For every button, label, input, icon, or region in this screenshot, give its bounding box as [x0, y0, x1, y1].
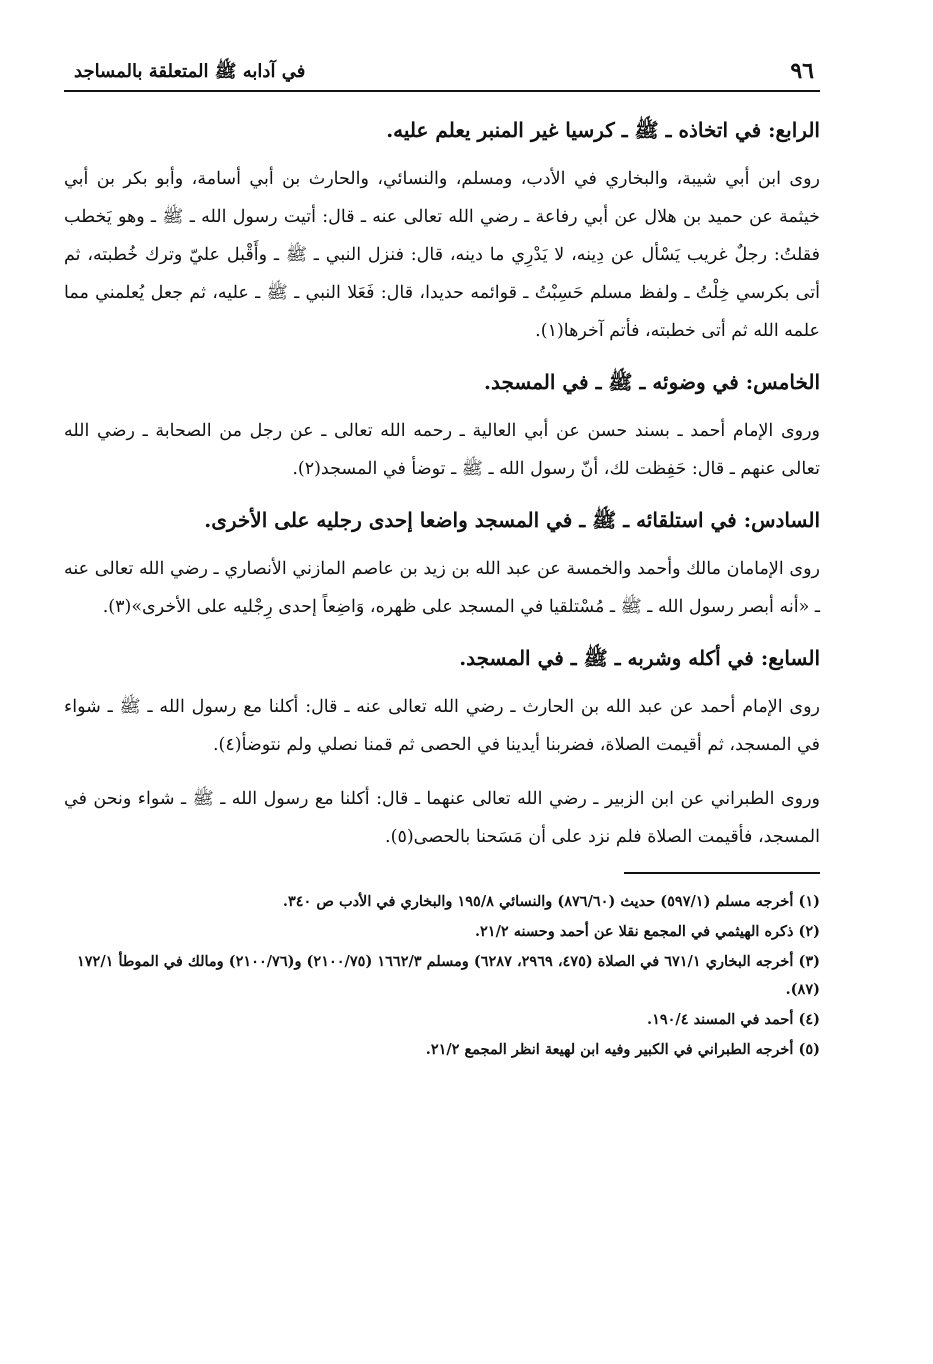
paragraph: روى الإمام أحمد عن عبد الله بن الحارث ـ رضي الله تعالى عنه ـ قال: أكلنا مع رسول الله ـ ﷺ ـ شواء في المسجد، ثم أقيمت الصلاة، فضربنا أيدينا في الحصى ثم قمنا نصلي ولم نتوضأ(٤).	[64, 697, 820, 755]
footnote-4: (٤) أحمد في المسند ١٩٠/٤.	[647, 1011, 820, 1028]
paragraph: روى ابن أبي شيبة، والبخاري في الأدب، ومسلم، والنسائي، والحارث بن أبي أسامة، وأبو بكر بن أبي خيثمة عن حميد بن هلال عن أبي رفاعة ـ رضي الله تعالى عنه ـ قال: أتيت رسول الله ـ ﷺ ـ وهو يَخطب فقلتُ: رجلٌ غريب يَسْأل عن دِينه، لا يَدْرِي ما دينه، قال: فنزل النبي ـ ﷺ ـ وأَقْبل عليّ وترك خُطبته، ثم أتى بكرسي خِلْتُ ـ ولفظ مسلم حَسِبْتُ ـ قوائمه حديدا، قال: فَعَلا النبي ـ ﷺ ـ عليه، ثم جعل يُعلمني مما علمه الله ثم أتى خطبته، فأتم آخرها(١).	[64, 169, 820, 341]
section-fourth	[64, 114, 820, 350]
paragraph: وروى الإمام أحمد ـ بسند حسن عن أبي العالية ـ رحمه الله تعالى ـ عن رجل من الصحابة ـ رضي الله تعالى عنهم ـ قال: حَفِظت لك، أنّ رسول الله ـ ﷺ ـ توضأ في المسجد(٢).	[64, 421, 820, 479]
section-fifth	[64, 366, 820, 488]
section-heading: السابع: في أكله وشربه ـ ﷺ ـ في المسجد.	[459, 646, 820, 670]
footnote-5: (٥) أخرجه الطبراني في الكبير وفيه ابن لهيعة انظر المجمع ٢١/٢.	[425, 1041, 820, 1058]
running-header	[64, 50, 820, 92]
book-page	[64, 50, 820, 1340]
paragraph: وروى الطبراني عن ابن الزبير ـ رضي الله تعالى عنهما ـ قال: أكلنا مع رسول الله ـ ﷺ ـ شواء ونحن في المسجد، فأقيمت الصلاة فلم نزد على أن مَسَحنا بالحصى(٥).	[64, 789, 820, 847]
page-number: ٩٦	[790, 58, 814, 84]
footnote-divider	[624, 872, 820, 874]
footnote-3: (٣) أخرجه البخاري ٦٧١/١ في الصلاة (٤٧٥، ٢٩٦٩، ٦٢٨٧) ومسلم ١٦٦٢/٣ (٢١٠٠/٧٥) و(٢١٠٠/٧٦) ومالك في الموطأ ١٧٢/١ (٨٧).	[76, 953, 820, 998]
section-heading: السادس: في استلقائه ـ ﷺ ـ في المسجد واضعا إحدى رجليه على الأخرى.	[204, 508, 820, 532]
main-text	[64, 114, 820, 856]
section-seventh	[64, 642, 820, 856]
running-title: في آدابه ﷺ المتعلقة بالمساجد	[74, 61, 306, 82]
footnote-2: (٢) ذكره الهيثمي في المجمع نقلا عن أحمد وحسنه ٢١/٢.	[474, 923, 820, 940]
footnote-1: (١) أخرجه مسلم (٥٩٧/١) حديث (٨٧٦/٦٠) والنسائي ١٩٥/٨ والبخاري في الأدب ص ٣٤٠.	[282, 893, 820, 910]
section-heading: الخامس: في وضوئه ـ ﷺ ـ في المسجد.	[483, 370, 820, 394]
section-heading: الرابع: في اتخاذه ـ ﷺ ـ كرسيا غير المنبر يعلم عليه.	[386, 118, 820, 142]
footnotes	[64, 888, 820, 1064]
paragraph: روى الإمامان مالك وأحمد والخمسة عن عبد الله بن زيد بن عاصم المازني الأنصاري ـ رضي الله تعالى عنه ـ «أنه أبصر رسول الله ـ ﷺ ـ مُسْتلقيا في المسجد على ظهره، وَاضِعاً إحدى رِجْليه على الأخرى»(٣).	[64, 559, 820, 617]
section-sixth	[64, 504, 820, 626]
